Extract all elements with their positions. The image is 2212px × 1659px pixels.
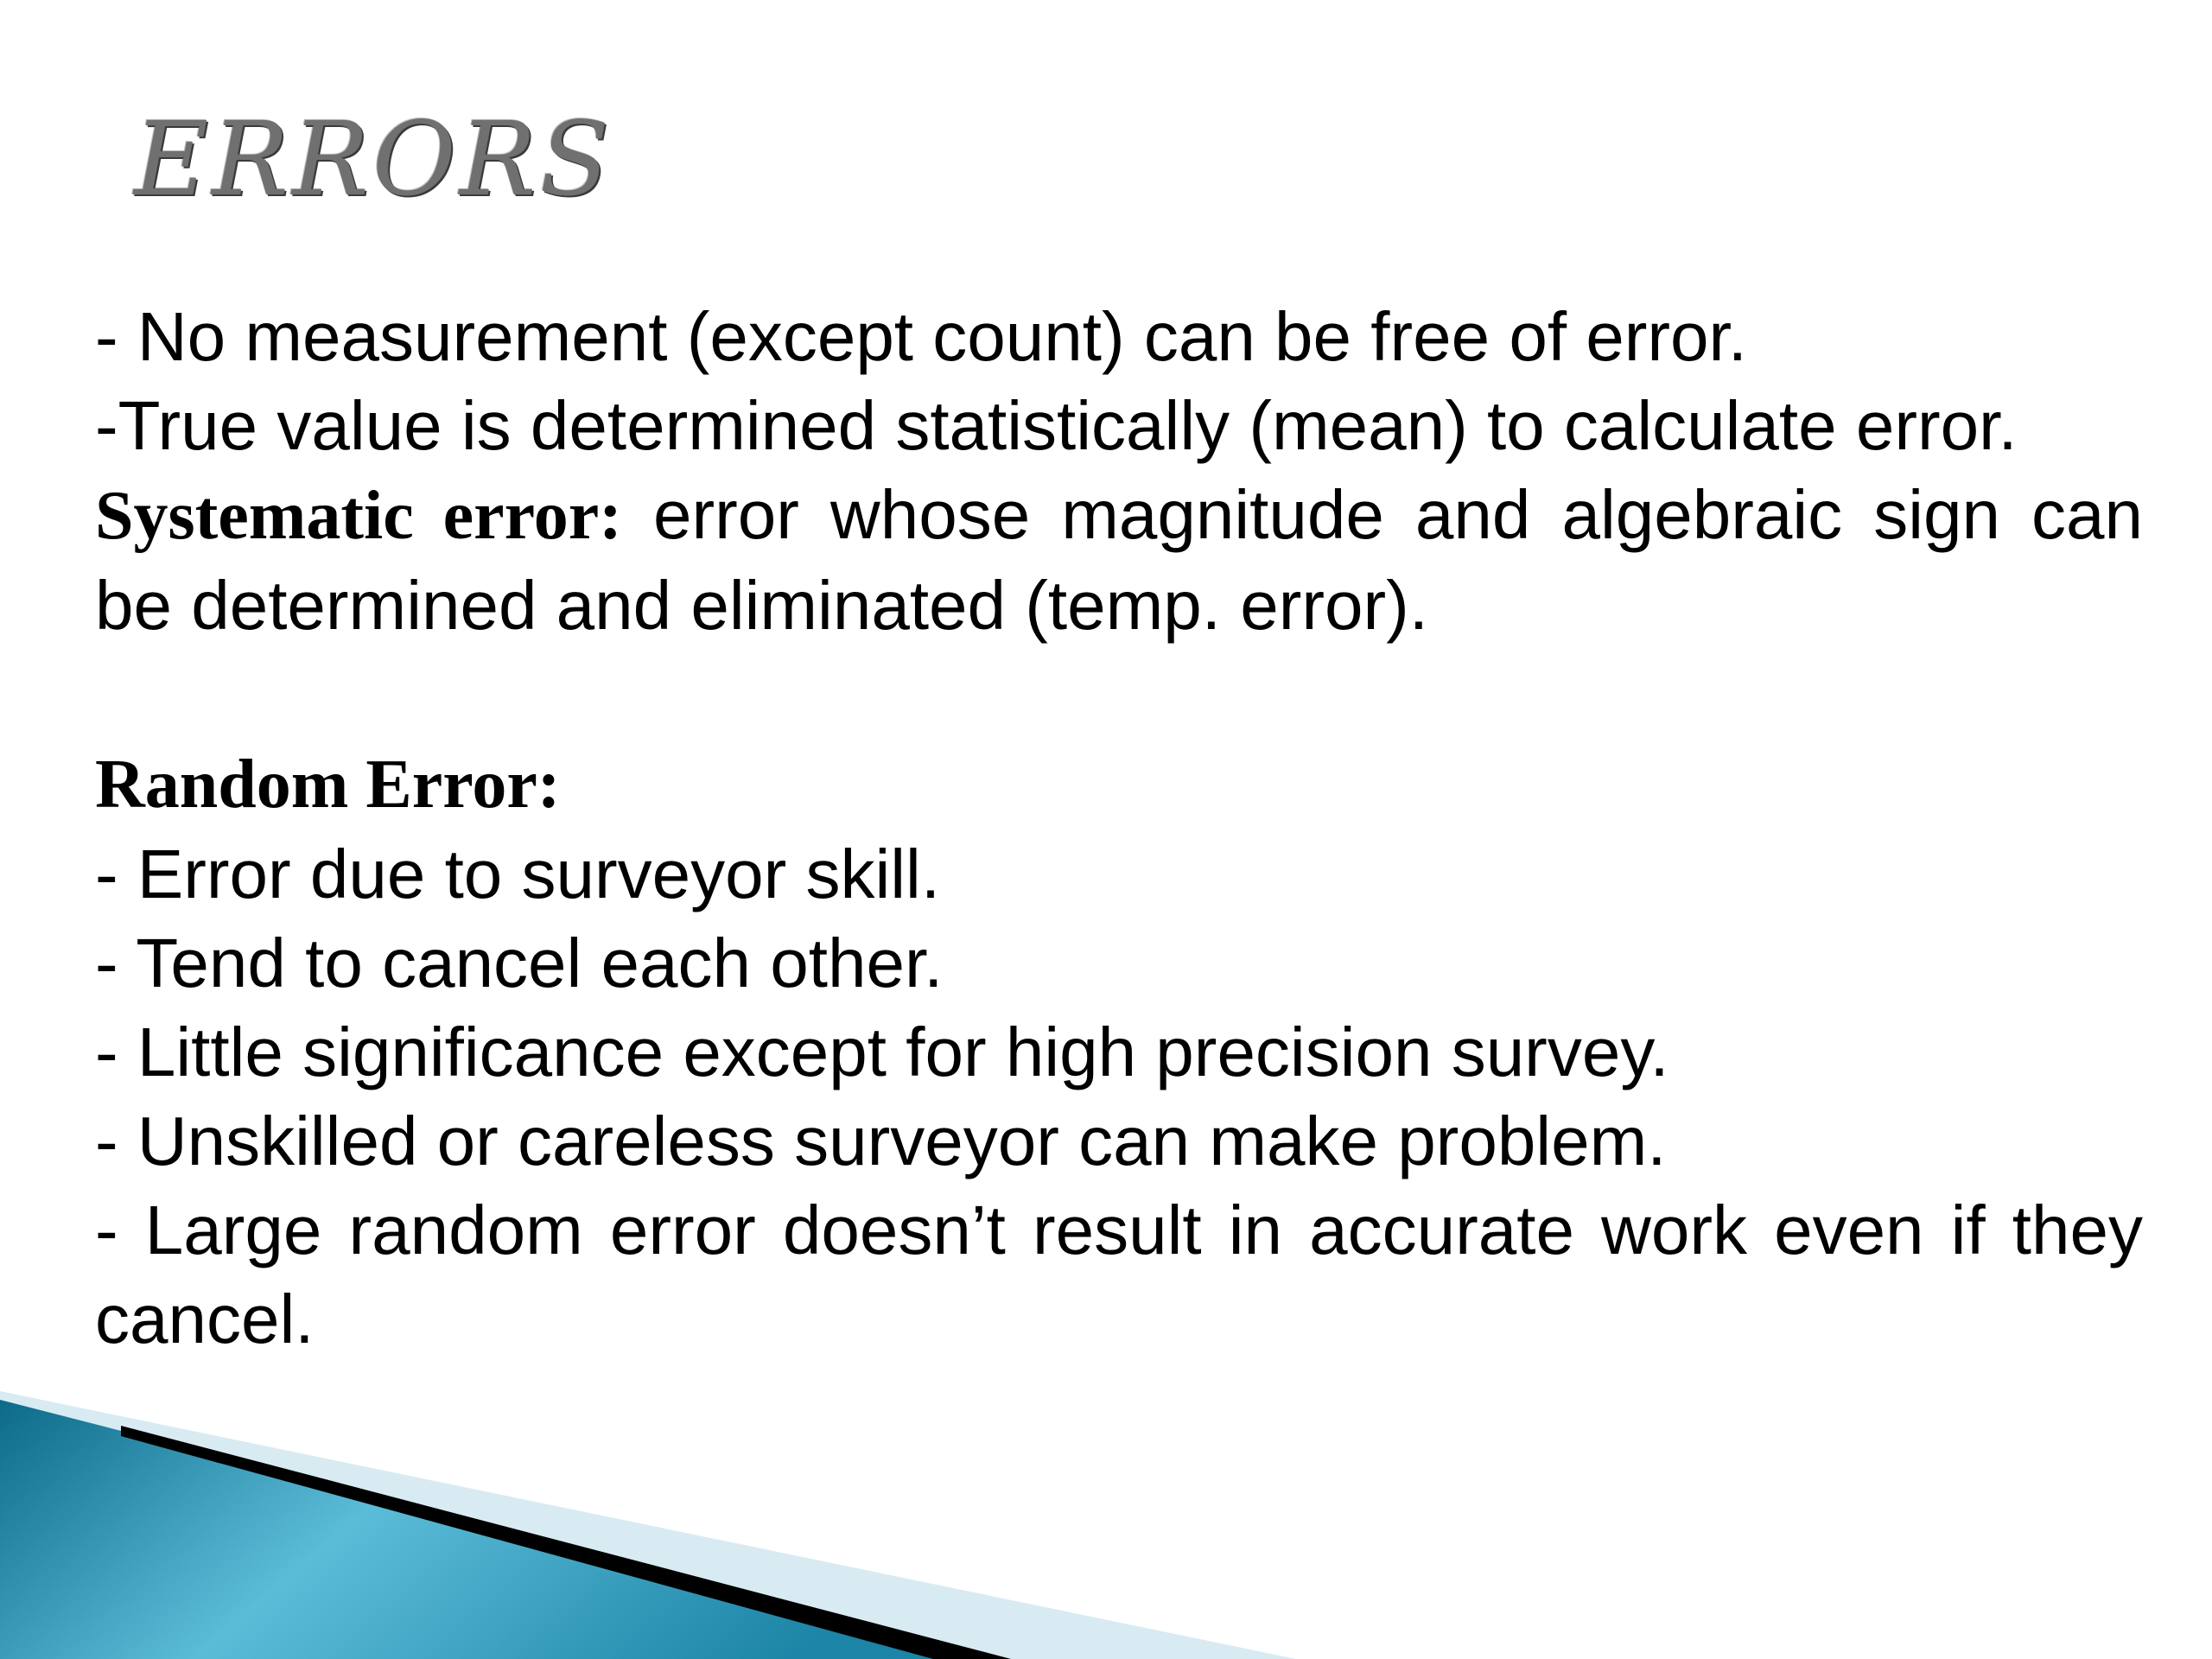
- spacer: [95, 650, 2143, 739]
- random-error-item: - Little significance except for high precision survey.: [95, 1014, 1669, 1090]
- swoosh-pale-band: [0, 1391, 1296, 1659]
- intro-line-1: - No measurement (except count) can be free of error.: [95, 298, 1747, 375]
- swoosh-black-band: [121, 1426, 1011, 1659]
- random-error-item: - Error due to surveyor skill.: [95, 836, 941, 912]
- systematic-error-paragraph: [95, 470, 2143, 650]
- random-error-heading: [95, 739, 2143, 830]
- swoosh-blue-band: [0, 1400, 1011, 1659]
- random-error-item: - Unskilled or careless surveyor can make problem.: [95, 1103, 1667, 1179]
- random-error-item: - Tend to cancel each other.: [95, 925, 944, 1001]
- systematic-error-term: Systematic error:: [95, 478, 622, 554]
- slide-title: ERRORS: [134, 99, 613, 219]
- random-error-term: Random Error:: [95, 747, 561, 823]
- systematic-error-text: error whose magnitude and algebraic sign can be determined and eliminated (temp. error).: [95, 476, 2144, 644]
- slide-body: [95, 292, 2143, 1363]
- random-error-item: - Large random error doesn’t result in accurate work even if they cancel.: [95, 1192, 2143, 1357]
- intro-line-2: -True value is determined statistically (mean) to calculate error.: [95, 387, 2018, 464]
